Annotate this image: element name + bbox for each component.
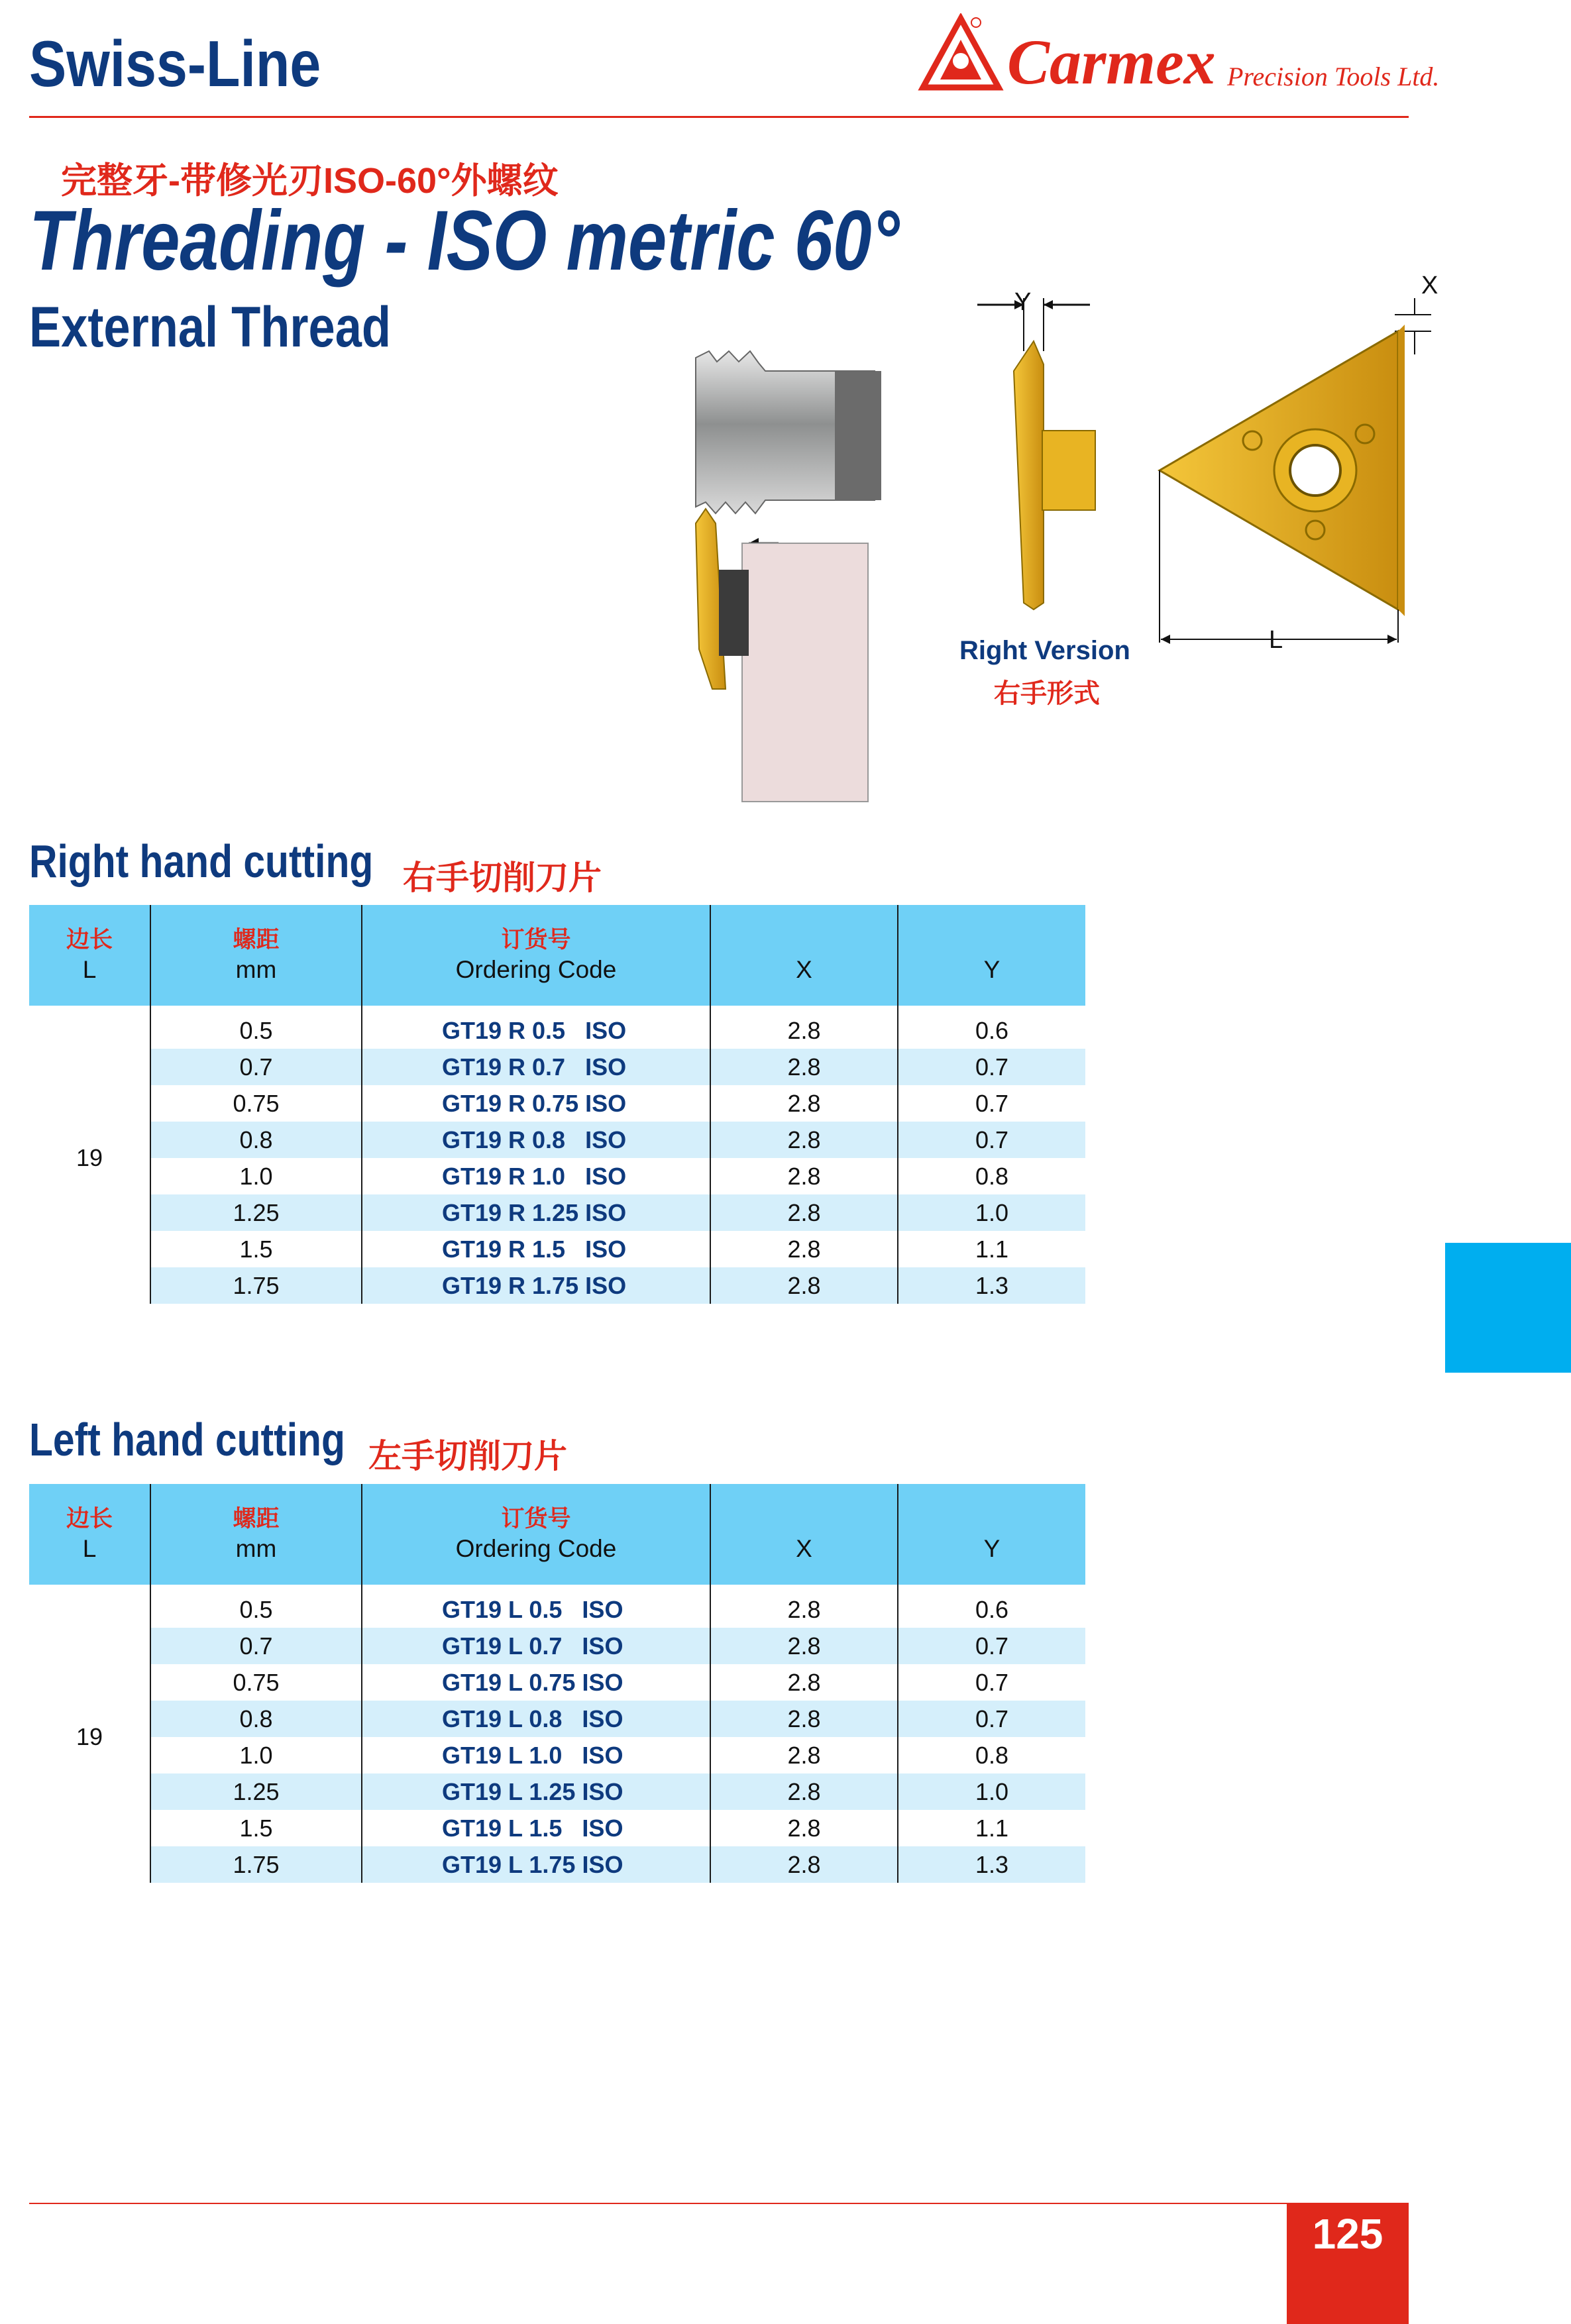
pitch-cell: 1.25 (150, 1194, 362, 1231)
x-cell: 2.8 (710, 1737, 898, 1773)
ordering-code-cell: GT19 L 1.75 ISO (362, 1846, 710, 1883)
ordering-code-cell: GT19 L 0.7 ISO (362, 1628, 710, 1664)
col-header-pitch: 螺距 mm (150, 905, 362, 1006)
x-cell: 2.8 (710, 1158, 898, 1194)
col-header-code: 订货号 Ordering Code (362, 905, 710, 1006)
dim-l-label: L (1269, 626, 1283, 654)
y-cell: 1.1 (898, 1231, 1085, 1267)
y-cell: 0.8 (898, 1158, 1085, 1194)
pitch-cell: 0.7 (150, 1628, 362, 1664)
right-hand-title-chinese: 右手切削刀片 (403, 859, 602, 896)
ordering-code-cell: GT19 R 0.5 ISO (362, 1012, 710, 1049)
y-cell: 1.0 (898, 1773, 1085, 1810)
y-cell: 1.3 (898, 1846, 1085, 1883)
x-cell: 2.8 (710, 1012, 898, 1049)
table-row (29, 1158, 1085, 1194)
x-cell: 2.8 (710, 1628, 898, 1664)
l-value: 19 (29, 1012, 150, 1304)
x-cell: 2.8 (710, 1701, 898, 1737)
series-title: Swiss-Line (29, 27, 321, 100)
dim-x-label: X (1421, 272, 1438, 299)
pitch-cell: 0.8 (150, 1701, 362, 1737)
page-title: Threading - ISO metric 60° (29, 193, 900, 288)
col-header-x: X (710, 905, 898, 1006)
brand-subtitle: Precision Tools Ltd. (1227, 62, 1440, 91)
x-cell: 2.8 (710, 1810, 898, 1846)
insert-top-view-illustration (1146, 272, 1451, 662)
table-row (29, 1591, 1085, 1628)
ordering-code-cell: GT19 R 1.5 ISO (362, 1231, 710, 1267)
x-cell: 2.8 (710, 1846, 898, 1883)
page-subtitle: External Thread (29, 295, 391, 359)
insert-side-view-illustration (964, 278, 1116, 623)
x-cell: 2.8 (710, 1591, 898, 1628)
pitch-cell: 0.7 (150, 1049, 362, 1085)
pitch-cell: 1.25 (150, 1773, 362, 1810)
pitch-cell: 1.75 (150, 1267, 362, 1304)
x-cell: 2.8 (710, 1231, 898, 1267)
threading-operation-illustration (676, 344, 901, 808)
right-hand-table (29, 905, 1085, 1304)
pitch-cell: 1.0 (150, 1737, 362, 1773)
ordering-code-cell: GT19 R 0.7 ISO (362, 1049, 710, 1085)
y-cell: 0.6 (898, 1012, 1085, 1049)
y-cell: 0.6 (898, 1591, 1085, 1628)
y-cell: 0.7 (898, 1628, 1085, 1664)
y-cell: 1.0 (898, 1194, 1085, 1231)
y-cell: 0.7 (898, 1664, 1085, 1701)
ordering-code-cell: GT19 R 1.75 ISO (362, 1267, 710, 1304)
table-row (29, 1810, 1085, 1846)
left-hand-title-chinese: 左手切削刀片 (368, 1438, 567, 1475)
x-cell: 2.8 (710, 1194, 898, 1231)
ordering-code-cell: GT19 L 0.5 ISO (362, 1591, 710, 1628)
x-cell: 2.8 (710, 1049, 898, 1085)
pitch-cell: 0.5 (150, 1012, 362, 1049)
ordering-code-cell: GT19 L 0.75 ISO (362, 1664, 710, 1701)
col-header-l: 边长 L (29, 1484, 150, 1585)
x-cell: 2.8 (710, 1664, 898, 1701)
table-row (29, 1267, 1085, 1304)
col-header-y: Y (898, 905, 1085, 1006)
page-number: 125 (1312, 2210, 1383, 2258)
ordering-code-cell: GT19 R 0.75 ISO (362, 1085, 710, 1122)
pitch-cell: 0.75 (150, 1664, 362, 1701)
col-header-code: 订货号 Ordering Code (362, 1484, 710, 1585)
x-cell: 2.8 (710, 1122, 898, 1158)
title-chinese: 完整牙-带修光刃ISO-60°外螺纹 (61, 161, 559, 201)
table-row (29, 1773, 1085, 1810)
footer-divider (29, 2203, 1288, 2204)
x-cell: 2.8 (710, 1773, 898, 1810)
pitch-cell: 1.75 (150, 1846, 362, 1883)
x-cell: 2.8 (710, 1267, 898, 1304)
table-row (29, 1231, 1085, 1267)
ordering-code-cell: GT19 R 1.25 ISO (362, 1194, 710, 1231)
y-cell: 1.3 (898, 1267, 1085, 1304)
brand-name: Carmex (1007, 26, 1216, 97)
col-header-y: Y (898, 1484, 1085, 1585)
y-cell: 1.1 (898, 1810, 1085, 1846)
y-cell: 0.7 (898, 1049, 1085, 1085)
ordering-code-cell: GT19 L 1.0 ISO (362, 1737, 710, 1773)
carmex-logo-icon (918, 13, 1004, 93)
table-row (29, 1194, 1085, 1231)
right-version-label: Right Version (959, 636, 1130, 665)
table-row (29, 1846, 1085, 1883)
table-row (29, 1737, 1085, 1773)
section-tab (1445, 1243, 1571, 1373)
ordering-code-cell: GT19 L 1.5 ISO (362, 1810, 710, 1846)
y-cell: 0.7 (898, 1122, 1085, 1158)
l-value: 19 (29, 1591, 150, 1883)
left-hand-title: Left hand cutting (29, 1414, 345, 1465)
table-row (29, 1122, 1085, 1158)
table-row (29, 1085, 1085, 1122)
y-cell: 0.7 (898, 1085, 1085, 1122)
ordering-code-cell: GT19 L 1.25 ISO (362, 1773, 710, 1810)
pitch-cell: 0.8 (150, 1122, 362, 1158)
col-header-l: 边长 L (29, 905, 150, 1006)
col-header-pitch: 螺距 mm (150, 1484, 362, 1585)
y-cell: 0.8 (898, 1737, 1085, 1773)
left-hand-table (29, 1484, 1085, 1883)
x-cell: 2.8 (710, 1085, 898, 1122)
table-row (29, 1701, 1085, 1737)
pitch-cell: 1.5 (150, 1810, 362, 1846)
table-row (29, 1664, 1085, 1701)
right-version-chinese: 右手形式 (994, 679, 1100, 708)
ordering-code-cell: GT19 R 1.0 ISO (362, 1158, 710, 1194)
table-row (29, 1049, 1085, 1085)
pitch-cell: 1.5 (150, 1231, 362, 1267)
ordering-code-cell: GT19 R 0.8 ISO (362, 1122, 710, 1158)
col-header-x: X (710, 1484, 898, 1585)
pitch-cell: 0.5 (150, 1591, 362, 1628)
table-row (29, 1012, 1085, 1049)
pitch-cell: 0.75 (150, 1085, 362, 1122)
ordering-code-cell: GT19 L 0.8 ISO (362, 1701, 710, 1737)
table-row (29, 1628, 1085, 1664)
dim-y-label: Y (1014, 288, 1032, 316)
right-hand-title: Right hand cutting (29, 835, 374, 887)
pitch-cell: 1.0 (150, 1158, 362, 1194)
y-cell: 0.7 (898, 1701, 1085, 1737)
header-divider (29, 116, 1409, 118)
